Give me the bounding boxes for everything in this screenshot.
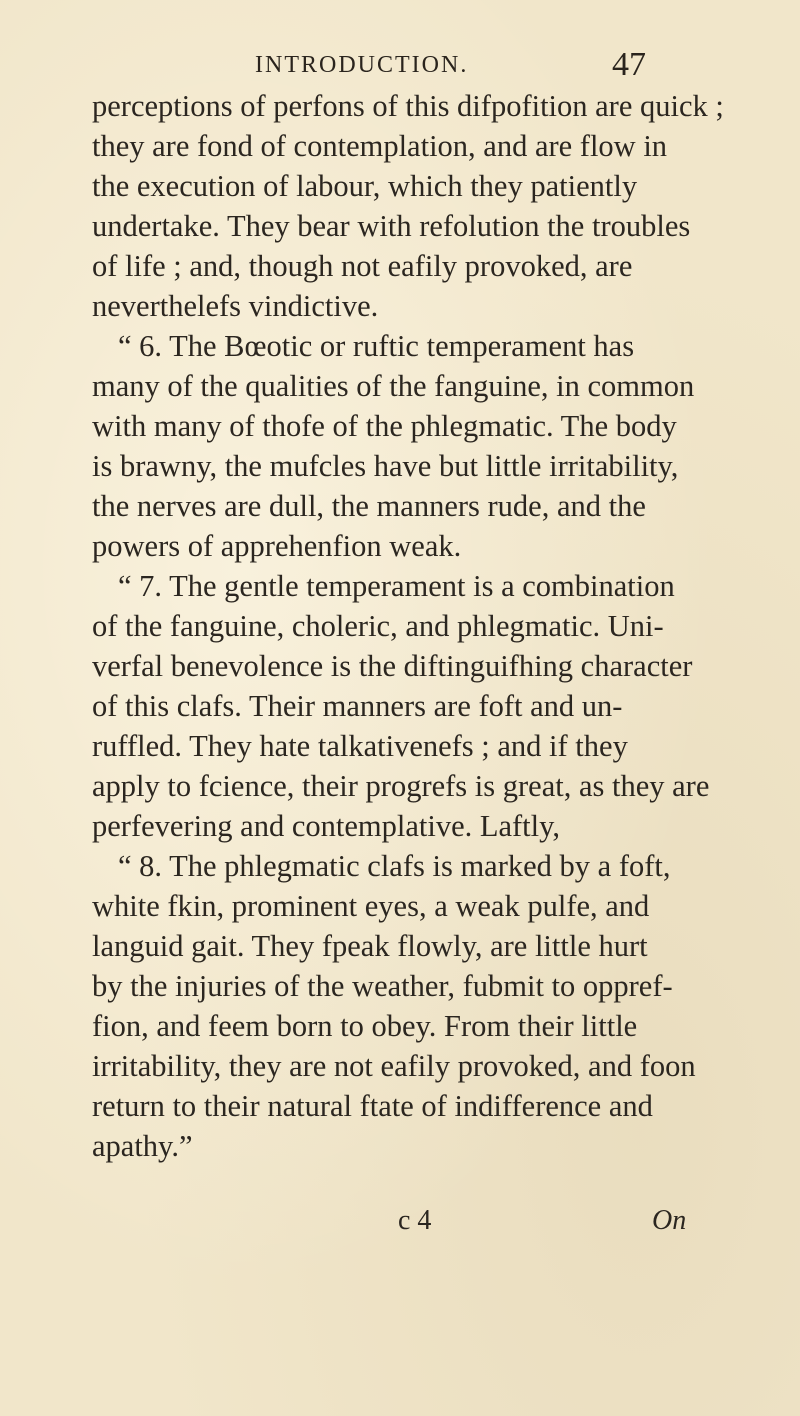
- text-line: “ 6. The Bœotic or ruftic temperament has: [118, 329, 635, 363]
- text-line: the nerves are dull, the manners rude, and the: [92, 489, 646, 523]
- text-line: powers of apprehenfion weak.: [92, 529, 462, 563]
- text-line: they are fond of contemplation, and are flow in: [92, 129, 668, 163]
- text-line: white fkin, prominent eyes, a weak pulfe, and: [92, 889, 650, 923]
- text-line: neverthelefs vindictive.: [92, 289, 379, 323]
- catchword: On: [652, 1205, 687, 1236]
- text-line: irritability, they are not eafily provoked, and foon: [92, 1049, 696, 1083]
- page-header: [0, 48, 800, 88]
- text-line: undertake. They bear with refolution the troubles: [92, 209, 691, 243]
- text-line: “ 8. The phlegmatic clafs is marked by a foft,: [118, 849, 671, 883]
- text-line: by the injuries of the weather, fubmit to oppref-: [92, 969, 673, 1003]
- page-number: 47: [612, 46, 646, 83]
- text-line: verfal benevolence is the diftinguifhing character: [92, 649, 693, 683]
- text-line: perfevering and contemplative. Laftly,: [92, 809, 561, 843]
- running-head: INTRODUCTION.: [255, 52, 469, 78]
- text-line: with many of thofe of the phlegmatic. The body: [92, 409, 677, 443]
- text-line: apathy.”: [92, 1129, 193, 1163]
- text-line: fion, and feem born to obey. From their little: [92, 1009, 638, 1043]
- text-line: return to their natural ftate of indifference and: [92, 1089, 653, 1123]
- text-line: of life ; and, though not eafily provoked, are: [92, 249, 633, 283]
- text-line: is brawny, the mufcles have but little irritability,: [92, 449, 679, 483]
- text-line: apply to fcience, their progrefs is great, as they are: [92, 769, 710, 803]
- text-line: “ 7. The gentle temperament is a combination: [118, 569, 675, 603]
- text-line: the execution of labour, which they patiently: [92, 169, 638, 203]
- signature-mark: c 4: [398, 1205, 432, 1236]
- text-line: of this clafs. Their manners are foft and un-: [92, 689, 623, 723]
- text-line: perceptions of perfons of this difpofition are quick ;: [92, 89, 724, 123]
- text-line: of the fanguine, choleric, and phlegmatic. Uni-: [92, 609, 664, 643]
- text-line: ruffled. They hate talkativenefs ; and if they: [92, 729, 628, 763]
- text-line: languid gait. They fpeak flowly, are little hurt: [92, 929, 648, 963]
- text-line: many of the qualities of the fanguine, in common: [92, 369, 695, 403]
- page-footer: [0, 1205, 800, 1245]
